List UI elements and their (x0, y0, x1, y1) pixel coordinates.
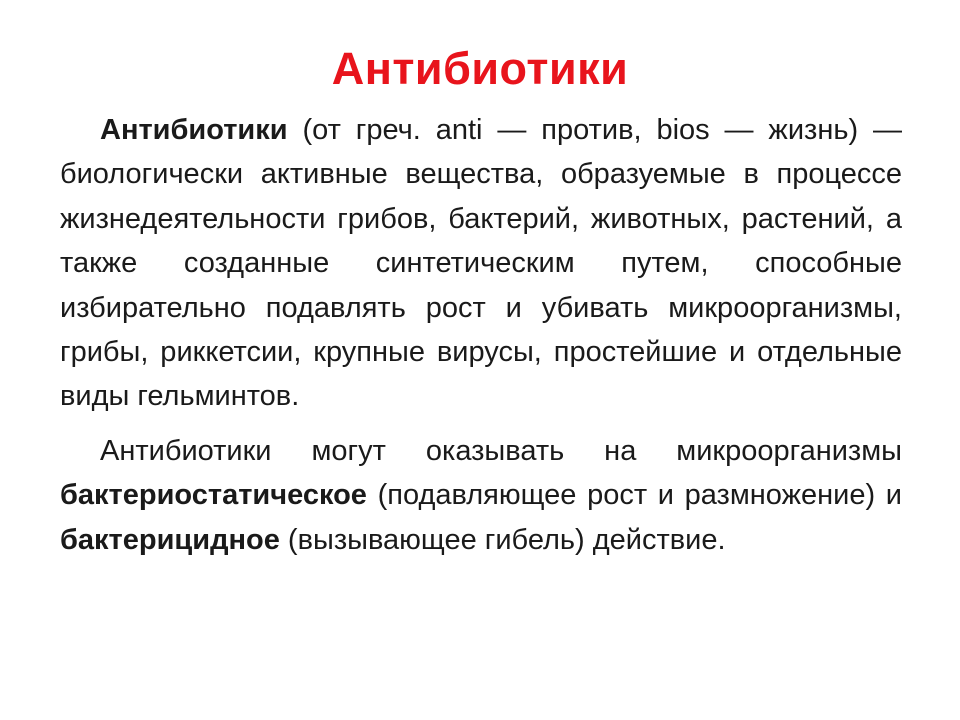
bacteriostatic-term: бактериостатическое (60, 479, 367, 512)
definition-text: (от греч. anti — против, bios — жизнь) — биологически активные вещества, образуемые в процессе жизнедеятельности грибов, бактерий, животных, растений, а также созданные синтетическим путем, способные избирательно подавлять рост и убивать микроорганизмы, грибы, риккетсии, крупные вирусы, простейшие и отдельные виды гельминтов. (60, 114, 902, 413)
action-end: (вызывающее гибель) действие. (279, 523, 726, 556)
action-intro: Антибиотики могут оказывать на микроорганизмы (100, 434, 902, 467)
slide-body (60, 108, 902, 562)
action-paragraph (60, 429, 902, 562)
definition-term: Антибиотики (100, 114, 288, 146)
bactericidal-term: бактерицидное (60, 523, 280, 556)
definition-paragraph (60, 108, 902, 419)
slide-title: Антибиотики (331, 43, 629, 94)
action-middle: (подавляющее рост и размножение) и (366, 479, 902, 512)
